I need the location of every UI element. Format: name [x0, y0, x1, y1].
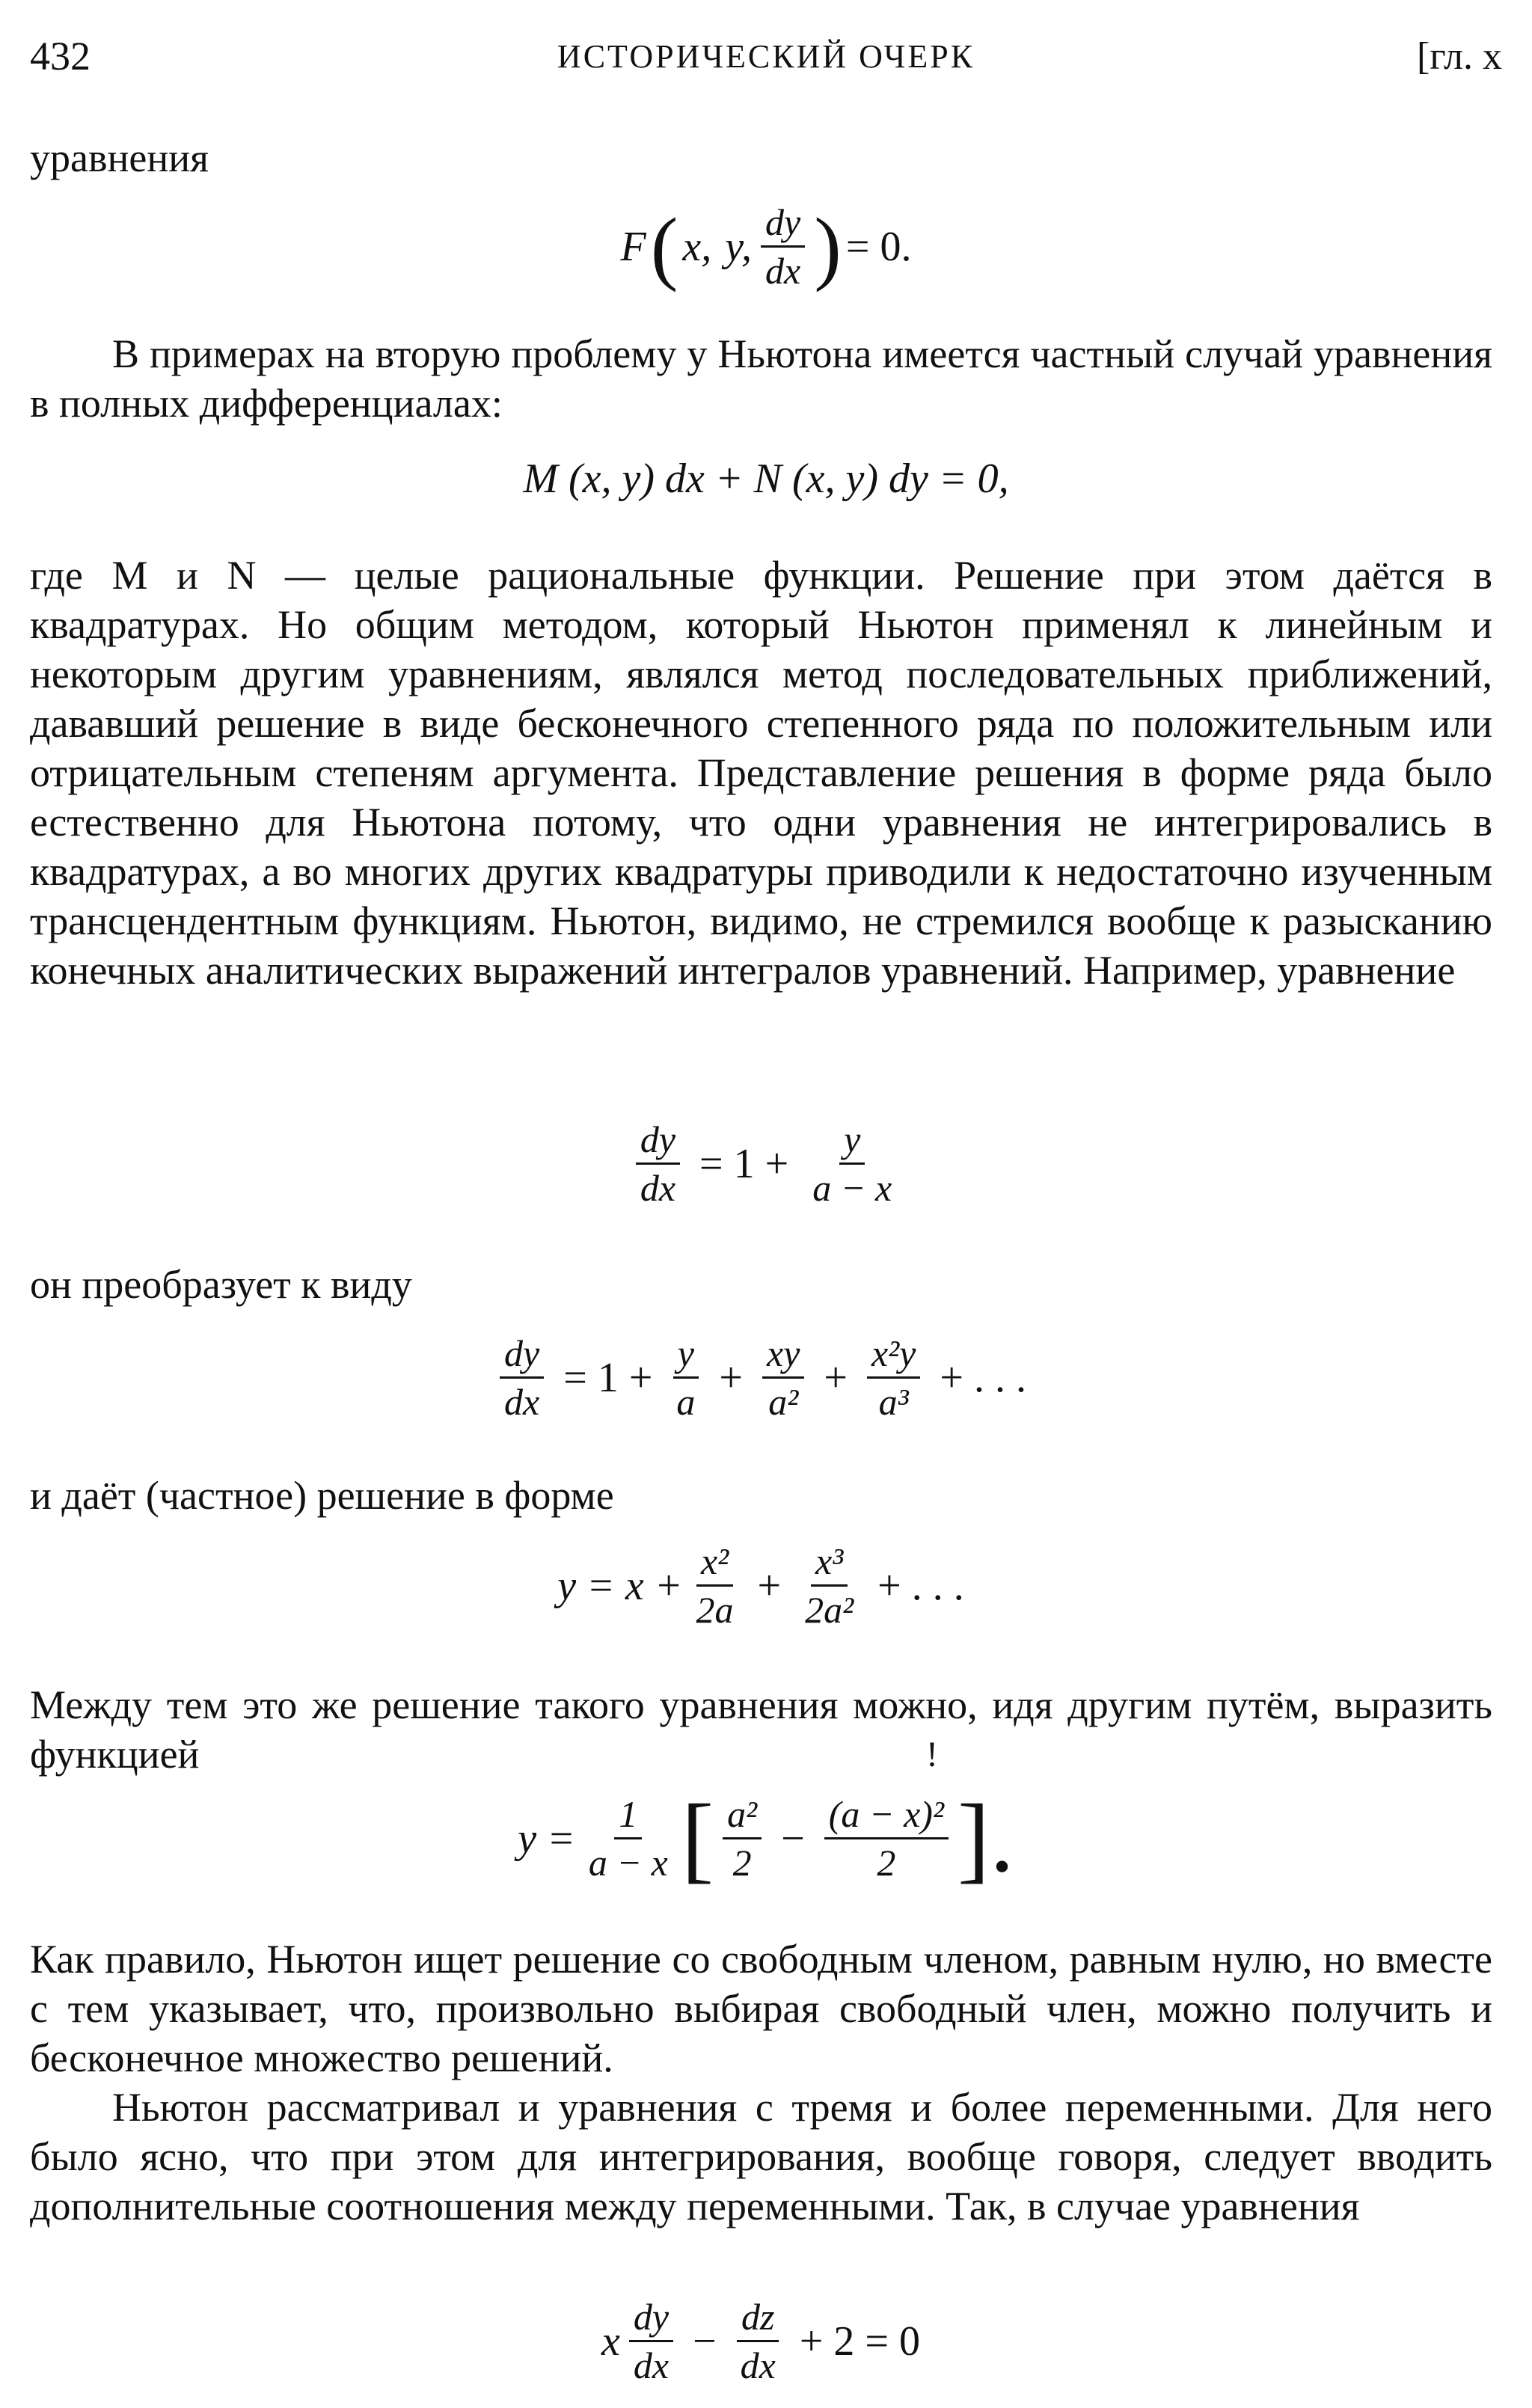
fraction — [629, 2295, 673, 2387]
paragraph-three-variables: Ньютон рассматривал и уравнения с тремя и более переменными. Для него было ясно, что при этом для интегрирования, вообще говоря, следует вводить дополнительные соотношения между переменными. Так, в случае уравнения — [30, 2085, 1492, 2228]
paragraph-other-way: Между тем это же решение такого уравнения можно, идя другим путём, выразить функцией — [30, 1682, 1492, 1777]
right-bracket: ]. — [957, 1784, 1014, 1893]
formula-operator: − — [693, 2317, 717, 2365]
formula-operator: + — [719, 1354, 743, 1401]
numerator: y — [673, 1332, 699, 1379]
fraction — [584, 1792, 672, 1884]
formula-closed-form — [0, 1784, 1532, 1893]
fraction — [808, 1118, 896, 1210]
formula-series-equation — [0, 1329, 1532, 1424]
formula-general-equation — [0, 200, 1532, 292]
numerator: dy — [629, 2295, 673, 2342]
fraction — [800, 1540, 858, 1632]
denominator: a − x — [812, 1167, 892, 1209]
denominator: a³ — [878, 1381, 909, 1423]
stray-mark: ! — [926, 1735, 938, 1774]
numerator: y — [839, 1118, 865, 1165]
denominator: a − x — [588, 1842, 668, 1884]
denominator: dx — [640, 1167, 676, 1209]
denominator: dx — [504, 1381, 540, 1423]
formula-three-variable-equation — [0, 2295, 1532, 2387]
denominator: 2a — [696, 1589, 734, 1631]
denominator: 2a² — [805, 1589, 854, 1631]
fraction — [867, 1332, 920, 1424]
fraction — [762, 1332, 804, 1424]
left-bracket: [ — [681, 1784, 714, 1893]
fraction — [692, 1540, 738, 1632]
denominator: dx — [633, 2344, 670, 2386]
formula-example-equation — [0, 1115, 1532, 1210]
paragraph-successive-approximations: где M и N — целые рациональные функции. Решение при этом даётся в квадратурах. Но общим методом, который Ньютон применял к линейным и некоторым другим уравнениям, являлся метод последовательных приближений, дававший решение в виде бесконечного степенного ряда по положительным или отрицательным степеням аргумента. Представление решения в форме ряда было естественно для Ньютона потому, что одни уравнения не интегрировались в квадратурах, а во многих других квадратуры приводили к недостаточно изученным трансцендентным функциям. Ньютон, видимо, не стремился вообще к разысканию конечных аналитических выражений интегралов уравнений. Например, уравнение — [30, 553, 1492, 993]
paragraph-total-differentials: В примерах на вторую проблему у Ньютона имеется частный случай уравнения в полных дифференциалах: — [30, 331, 1492, 426]
numerator: (a − x)² — [824, 1792, 949, 1839]
numerator: dy — [761, 200, 805, 248]
numerator: 1 — [614, 1792, 642, 1839]
denominator: dx — [765, 250, 801, 292]
formula-tail: + . . . — [940, 1354, 1026, 1401]
chapter-reference: [гл. х — [1417, 35, 1502, 78]
denominator: a — [676, 1381, 696, 1423]
paragraph-uravneniya: уравнения — [30, 135, 209, 180]
formula-operator: − — [781, 1815, 805, 1862]
denominator: 2 — [732, 1842, 752, 1884]
paragraph-transforms: он преобразует к виду — [30, 1262, 412, 1307]
formula-operator: = 1 + — [563, 1354, 653, 1401]
numerator: xy — [762, 1332, 804, 1379]
running-title: ИСТОРИЧЕСКИЙ ОЧЕРК — [557, 38, 975, 75]
formula-lhs: y = x + — [557, 1562, 683, 1609]
paragraph-free-term: Как правило, Ньютон ищет решение со свободным членом, равным нулю, но вместе с тем указывает, что, произвольно выбирая свободный член, можно получить и бесконечное множество решений. — [30, 1937, 1492, 2080]
fraction — [672, 1332, 699, 1424]
denominator: dx — [740, 2344, 776, 2386]
page-number: 432 — [30, 34, 91, 79]
formula-total-differential: M (x, y) dx + N (x, y) dy = 0, — [523, 456, 1009, 502]
denominator: a² — [768, 1381, 799, 1423]
fraction — [723, 1792, 762, 1884]
denominator: 2 — [877, 1842, 896, 1884]
numerator: dy — [636, 1118, 680, 1165]
right-paren: ) — [814, 200, 842, 292]
fraction — [500, 1332, 544, 1424]
formula-operator: = 1 + — [699, 1140, 789, 1187]
formula-symbol: y, — [725, 223, 753, 270]
numerator: x³ — [811, 1540, 848, 1587]
formula-tail: + . . . — [877, 1562, 964, 1609]
formula-symbol: x, — [682, 223, 712, 270]
numerator: dz — [737, 2295, 779, 2342]
formula-tail: + 2 = 0 — [799, 2317, 921, 2365]
fraction — [736, 2295, 780, 2387]
left-paren: ( — [650, 200, 678, 292]
paragraph-particular-solution: и даёт (частное) решение в форме — [30, 1473, 614, 1518]
formula-operator: + — [824, 1354, 848, 1401]
fraction — [761, 200, 805, 292]
formula-rest: = 0. — [845, 223, 912, 270]
formula-series-solution — [0, 1540, 1532, 1632]
numerator: x² — [696, 1540, 733, 1587]
numerator: dy — [500, 1332, 544, 1379]
formula-symbol: F — [620, 223, 646, 270]
page-header — [30, 33, 1502, 93]
formula-symbol: x — [601, 2317, 620, 2365]
numerator: x²y — [867, 1332, 920, 1379]
formula-lhs: y = — [518, 1815, 575, 1862]
fraction — [824, 1792, 949, 1884]
fraction — [636, 1118, 680, 1210]
formula-operator: + — [757, 1562, 782, 1609]
numerator: a² — [723, 1792, 762, 1839]
